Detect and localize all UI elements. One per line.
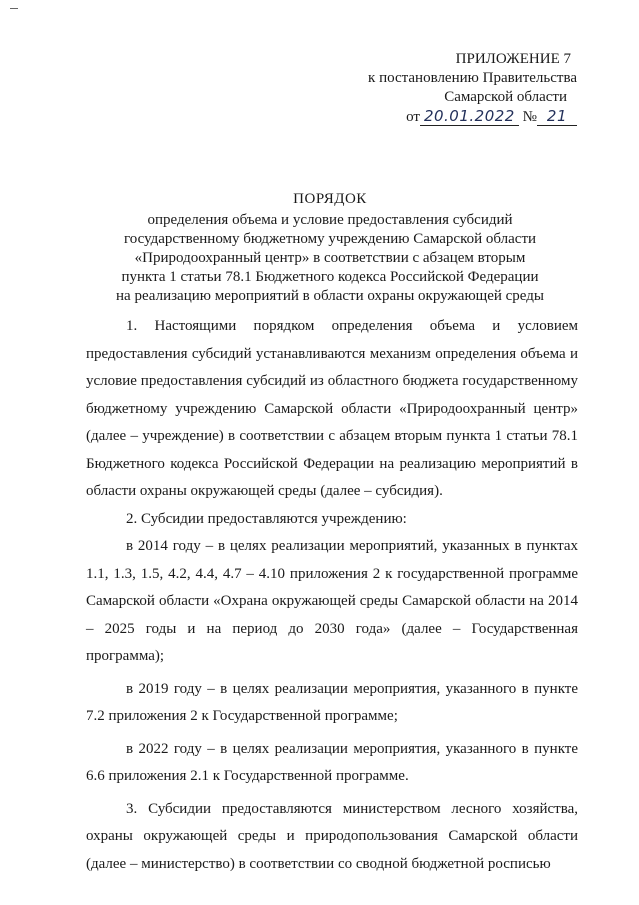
- appendix-decree-line: к постановлению Правительства: [368, 70, 577, 86]
- handwritten-number: 21: [537, 107, 577, 126]
- title-line: «Природоохранный центр» в соответствии с абзацем вторым: [134, 250, 526, 266]
- appendix-region-line: Самарской области: [444, 89, 567, 105]
- paragraph: 3. Субсидии предоставляются министерством лесного хозяйства, охраны окружающей среды и природопользования Самарской области (далее – министерство) в соответствии со сводной бюджетной росписью: [86, 800, 578, 872]
- appendix-header: [337, 50, 577, 127]
- handwritten-date: 20.01.2022: [420, 107, 519, 126]
- appendix-date-line: [337, 107, 577, 127]
- number-prefix: №: [522, 109, 537, 125]
- title-line: на реализацию мероприятий в области охраны окружающей среды: [116, 288, 544, 304]
- document-title-block: [60, 190, 600, 306]
- paragraph: в 2014 году – в целях реализации мероприятий, указанных в пунктах 1.1, 1.3, 1.5, 4.2, 4.4, 4.7 – 4.10 приложения 2 к государственной программе Самарской области «Охрана окружающей среды Самарской области на 2014 – 2025 годы и на период до 2030 года» (далее – Государственная программа);: [86, 538, 578, 664]
- paragraph: 1. Настоящими порядком определения объема и условием предоставления субсидий устанавливаются механизм определения объема и условие предоставления субсидий из областного бюджета государственному бюджетному учреждению Самарской области «Природоохранный центр» (далее – учреждение) в соответствии с абзацем вторым пункта 1 статьи 78.1 Бюджетного кодекса Российской Федерации на реализацию мероприятий в области охраны окружающей среды (далее – субсидия).: [86, 318, 578, 499]
- title-line: государственному бюджетному учреждению Самарской области: [123, 231, 537, 247]
- document-body: [86, 313, 578, 878]
- document-title: ПОРЯДОК: [293, 191, 367, 207]
- paragraph: в 2019 году – в целях реализации мероприятия, указанного в пункте 7.2 приложения 2 к Государственной программе;: [86, 680, 578, 724]
- scan-mark: [10, 8, 18, 9]
- paragraph: 2. Субсидии предоставляются учреждению:: [126, 510, 407, 527]
- date-prefix: от: [406, 109, 420, 125]
- appendix-label: ПРИЛОЖЕНИЕ 7: [455, 51, 571, 67]
- title-line: определения объема и условие предоставления субсидий: [147, 212, 513, 228]
- title-line: пункта 1 статьи 78.1 Бюджетного кодекса Российской Федерации: [121, 269, 539, 285]
- paragraph: в 2022 году – в целях реализации мероприятия, указанного в пункте 6.6 приложения 2.1 к Государственной программе.: [86, 740, 578, 784]
